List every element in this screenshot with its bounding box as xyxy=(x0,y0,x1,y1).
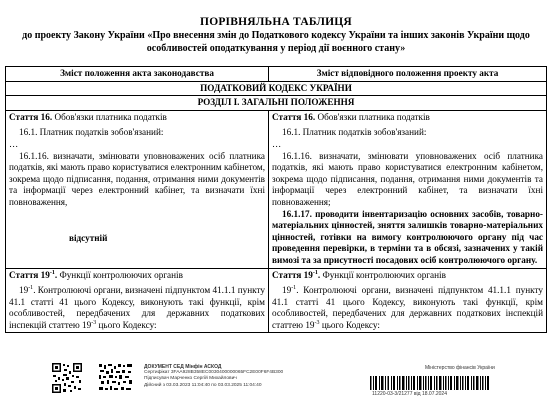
document-subtitle-line-1: до проекту Закону України «Про внесення змін до Податкового кодексу України та інших законів України щодо xyxy=(22,30,530,41)
article-16-paragraph-1-proposed: 16.1. Платник податків зобов'язаний: xyxy=(282,127,427,138)
column-header-current: Зміст положення акта законодавства xyxy=(6,67,269,82)
section-title: РОЗДІЛ І. ЗАГАЛЬНІ ПОЛОЖЕННЯ xyxy=(6,96,547,111)
linear-barcode-icon xyxy=(370,376,490,390)
article-16-paragraph-1: 16.1. Платник податків зобов'язаний: xyxy=(19,127,164,138)
article-16-heading-proposed: Стаття 16. Обов'язки платника податків xyxy=(272,111,430,122)
table-header-row xyxy=(6,67,547,82)
article-19-row xyxy=(6,268,547,333)
article-16-subparagraph-16: 16.1.16. визначати, змінювати уповноважених осіб платника податків, які мають право користуватися електронним кабінетом, зокрема щодо підписання, подання, отримання ними документів та інформації через електронний кабінет, та визначати їхні повноваження, xyxy=(9,150,265,207)
document-header xyxy=(0,16,552,55)
article-19-paragraph-proposed: $19^{-1}$. Контролюючі органи, визначені підпунктом 41.1.1 пункту 41.1 статті 41 цього Кодексу, виконують такі функції, крім особливостей, передбачених для державних податкових інспекцій статтею $19^{-3}$ цього Кодексу: xyxy=(272,285,543,330)
registration-number: 11220-03-3/21277 від 18.07.2024 xyxy=(372,391,447,397)
article-16-new-subparagraph-17: 16.1.17. проводити інвентаризацію основних засобів, товарно-матеріальних цінностей, зняття залишків товарно-матеріальних цінностей, готівки на вимогу контролюючого органу під час проведення перевірки, в терміни та в обсязі, зазначених у такій вимозі та за присутності посадових осіб контролюючого органу. xyxy=(272,208,543,265)
ellipsis-proposed: … xyxy=(272,138,282,149)
article-16-current xyxy=(6,110,269,268)
article-19-heading: Стаття $19^{-1}$. Функції контролюючих органів xyxy=(9,269,183,280)
code-row xyxy=(6,81,547,96)
digital-signature-stamp xyxy=(144,364,283,389)
article-19-heading-proposed: Стаття $19^{-1}$. Функції контролюючих органів xyxy=(272,269,446,280)
ellipsis: … xyxy=(9,138,19,149)
document-subtitle-line-2: особливостей оподаткування у період дії воєнного стану» xyxy=(146,43,406,54)
code-title: ПОДАТКОВИЙ КОДЕКС УКРАЇНИ xyxy=(6,81,547,96)
column-header-proposed: Зміст відповідного положення проекту акта xyxy=(269,67,547,82)
article-16-heading: Стаття 16. Обов'язки платника податків xyxy=(9,111,167,122)
section-row xyxy=(6,96,547,111)
article-19-current xyxy=(6,268,269,333)
stamp-title: ДОКУМЕНТ СЕД Мінфін АСКОД xyxy=(144,364,222,370)
ministry-label: Міністерство фінансів України xyxy=(425,365,495,371)
comparison-table xyxy=(5,66,547,333)
document-title: ПОРІВНЯЛЬНА ТАБЛИЦЯ xyxy=(200,16,352,28)
qr-code-icon xyxy=(51,362,83,394)
barcode-icon xyxy=(98,363,134,393)
article-16-proposed xyxy=(269,110,547,268)
article-16-row xyxy=(6,110,547,268)
article-19-proposed xyxy=(269,268,547,333)
stamp-validity: Дійсний з 03.03.2023 11:04:40 по 03.03.2025 11:04:40 xyxy=(144,382,262,388)
article-16-subparagraph-16-proposed: 16.1.16. визначати, змінювати уповноважених осіб платника податків, які мають право користуватися електронним кабінетом, зокрема щодо підписання, подання, отримання ними документів та інформації через електронний кабінет, та визначати їхні повноваження; xyxy=(272,150,543,207)
stamp-signer: Підписувач Марченко Сергій Михайлович xyxy=(144,376,237,382)
absent-label: відсутній xyxy=(69,232,108,243)
article-19-paragraph: $19^{-1}$. Контролюючі органи, визначені підпунктом 41.1.1 пункту 41.1 статті 41 цього Кодексу, виконують такі функції, крім особливостей, передбачених для державних податкових інспекцій статтею $19^{-3}$ цього Кодексу: xyxy=(9,285,265,330)
stamp-certificate: Сертифікат 3FAA928B358EC0030400000065FC2E00F6F4B300 xyxy=(144,370,284,376)
